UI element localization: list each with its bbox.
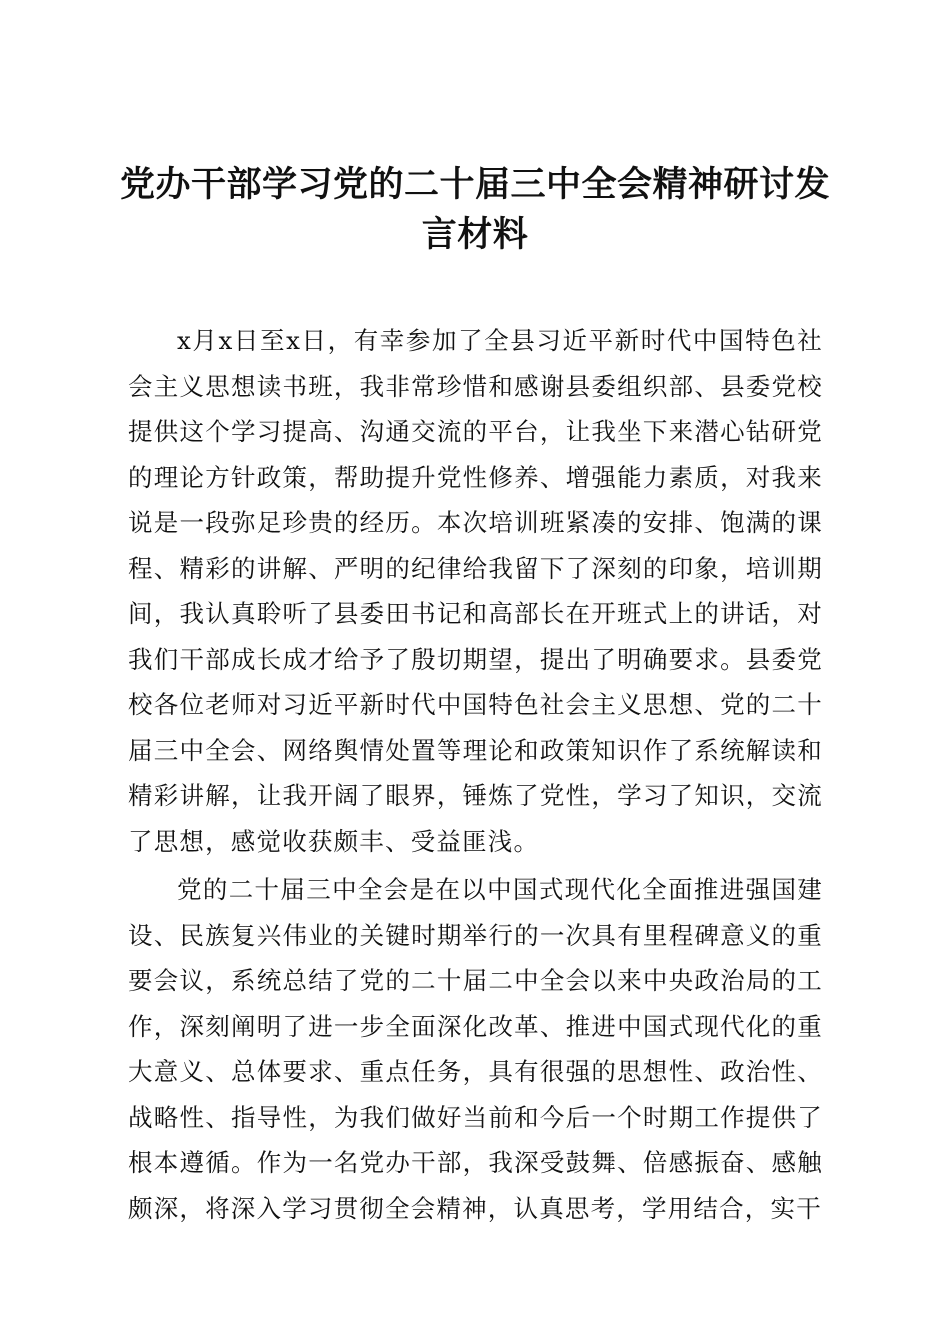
- paragraph-2: 党的二十届三中全会是在以中国式现代化全面推进强国建设、民族复兴伟业的关键时期举行的一次具有里程碑意义的重要会议，系统总结了党的二十届二中全会以来中央政治局的工作，深刻阐明了进一步全面深化改革、推进中国式现代化的重大意义、总体要求、重点任务，具有很强的思想性、政治性、战略性、指导性，为我们做好当前和今后一个时期工作提供了根本遵循。作为一名党办干部，我深受鼓舞、倍感振奋、感触颇深，将深入学习贯彻全会精神，认真思考，学用结合，实干: [128, 875, 823, 1223]
- document-body: [128, 318, 823, 1234]
- document-title: 党办干部学习党的二十届三中全会精神研讨发言材料: [119, 165, 830, 255]
- paragraph-1: x月x日至x日，有幸参加了全县习近平新时代中国特色社会主义思想读书班，我非常珍惜和感谢县委组织部、县委党校提供这个学习提高、沟通交流的平台，让我坐下来潜心钻研党的理论方针政策，帮助提升党性修养、增强能力素质，对我来说是一段弥足珍贵的经历。本次培训班紧凑的安排、饱满的课程、精彩的讲解、严明的纪律给我留下了深刻的印象，培训期间，我认真聆听了县委田书记和高部长在开班式上的讲话，对我们干部成长成才给予了殷切期望，提出了明确要求。县委党校各位老师对习近平新时代中国特色社会主义思想、党的二十届三中全会、网络舆情处置等理论和政策知识作了系统解读和精彩讲解，让我开阔了眼界，锤炼了党性，学习了知识，交流了思想，感觉收获颇丰、受益匪浅。: [128, 326, 823, 856]
